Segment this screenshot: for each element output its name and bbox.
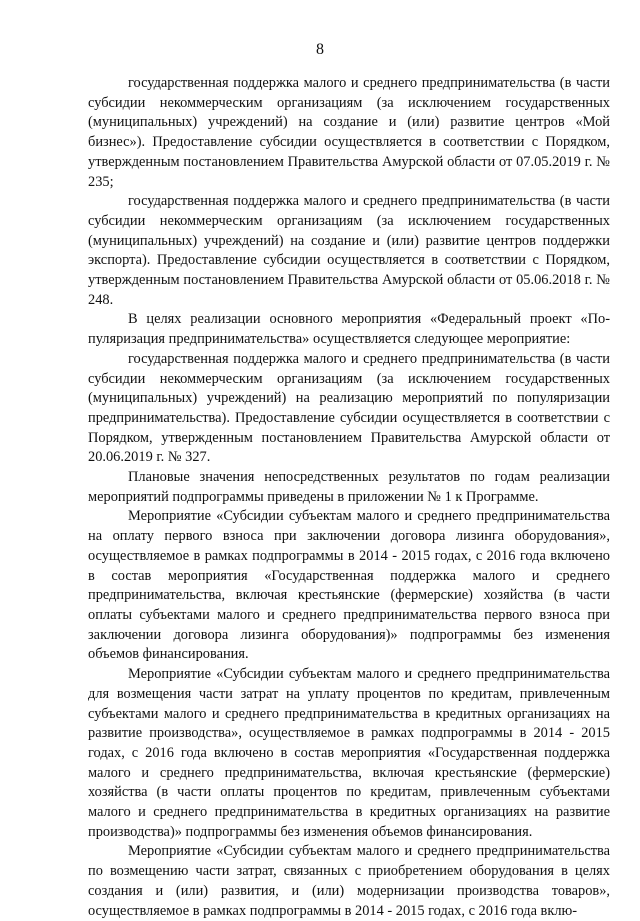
paragraph-equipment-subsidy: Мероприятие «Субсидии субъектам малого и среднего предпринимательства по возмещению части затрат, связанных с приобретением оборудования в целях создания и (или) развития, и (или) модернизации производства товаров», осуществляемое в рамках подпрограммы в 2014 - 2015 годах, с 2016 года вклю- bbox=[88, 843, 610, 919]
paragraph-support-export-centers: государственная поддержка малого и среднего предпринимательства (в части субсидии некоммерческим организациям (за исключением государственных (муниципальных) учреждений) на создание и (или) развитие центров поддержки экспорта). Предоставление субсидии осуществляется в соответствии с Порядком, утвержденным постановлением Правительства Амурской области от 05.06.2018 г. № 248. bbox=[88, 193, 610, 308]
paragraph-leasing-subsidy: Мероприятие «Субсидии субъектам малого и среднего предпринимательства на оплату первого взноса при заключении договора лизинга оборудования», осуществляемое в рамках подпрограммы в 2014 - 2015 годах, с 2016 года включено в состав мероприятия «Государственная поддержка малого и среднего предпринимательства, включая крестьянские (фермерские) хозяйства (в части оплаты субъектами малого и среднего предпринимательства первого взноса при заключении договора лизинга оборудования)» подпрограммы без изменения объемов финансирования. bbox=[88, 508, 610, 663]
paragraph-support-popularization: государственная поддержка малого и среднего предпринимательства (в части субсидии некоммерческим организациям (за исключением государственных (муниципальных) учреждений) на реализацию мероприятий по популяризации предпринимательства). Предоставление субсидии осуществляется в соответствии с Порядком, утвержденным постановлением Правительства Амурской области от 20.06.2019 г. № 327. bbox=[88, 350, 610, 466]
paragraph-interest-subsidy: Мероприятие «Субсидии субъектам малого и среднего предпринимательства для возмещения части затрат на уплату процентов по кредитам, привлеченным субъектами малого и среднего предпринимательства в кредитных организациях на развитие производства», осуществляемое в рамках подпрограммы в 2014 - 2015 годах, с 2016 года включено в состав мероприятия «Государственная поддержка малого и среднего предпринимательства, включая крестьянские (фермерские) хозяйства (в части оплаты процентов по кредитам, привлеченным субъектами малого и среднего предпринимательства в кредитных организациях на развитие производства)» подпрограммы без изменения объемов финансирования. bbox=[88, 666, 610, 840]
paragraph-federal-project-intro: В целях реализации основного мероприятия «Федеральный проект «Популяризация предпринимательства» осуществляется следующее мероприятие: bbox=[88, 311, 610, 348]
document-body bbox=[88, 74, 610, 921]
paragraph-support-my-business: государственная поддержка малого и среднего предпринимательства (в части субсидии некоммерческим организациям (за исключением государственных (муниципальных) учреждений) на создание и (или) развитие центров «Мой бизнес»). Предоставление субсидии осуществляется в соответствии с Порядком, утвержденным постановлением Правительства Амурской области от 07.05.2019 г. № 235; bbox=[88, 75, 610, 190]
page-number: 8 bbox=[316, 41, 324, 58]
paragraph-planned-values: Плановые значения непосредственных результатов по годам реализации мероприятий подпрограммы приведены в приложении № 1 к Программе. bbox=[88, 469, 610, 505]
